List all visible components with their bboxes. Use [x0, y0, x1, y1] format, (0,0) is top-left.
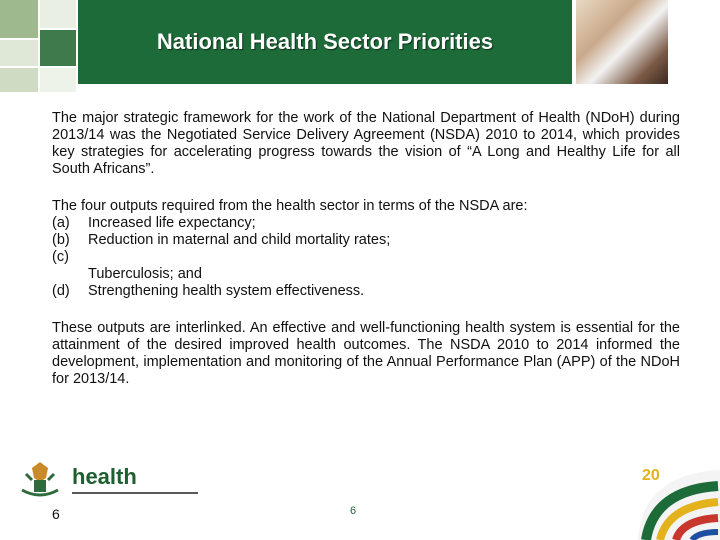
decorative-square — [40, 0, 76, 28]
list-item-text: Strengthening health system effectiveness. — [88, 283, 365, 299]
list-item-label: (d) — [52, 283, 70, 299]
decorative-square — [40, 30, 76, 66]
list-item-label: (a) — [52, 215, 70, 231]
list-item-label: (c) — [52, 249, 69, 265]
coat-of-arms-icon — [16, 460, 64, 498]
list-item-label: (b) — [52, 232, 70, 248]
list-item-text: Reduction in maternal and child mortality rates; — [88, 232, 391, 248]
decorative-square — [0, 68, 38, 92]
list-item — [52, 283, 680, 300]
slide-number: 6 — [350, 505, 357, 517]
list-item-text — [88, 249, 92, 266]
list-item-text: Increased life expectancy; — [88, 215, 256, 231]
department-logo — [8, 460, 198, 504]
slide-title: National Health Sector Priorities — [156, 29, 494, 54]
list-item-text: Tuberculosis; and — [88, 266, 202, 282]
slide-content — [52, 110, 680, 388]
title-bar — [78, 0, 572, 84]
list-item — [52, 266, 680, 283]
closing-paragraph: These outputs are interlinked. An effective and well-functioning health system is essential for the attainment of the desired improved health outcomes. The NSDA 2010 to 2014 informed the development, implementation and monitoring of the Annual Performance Plan (APP) of the NDoH for 2013/14. — [52, 320, 680, 387]
decorative-square — [0, 40, 38, 66]
decorative-square — [40, 68, 76, 92]
list-item — [52, 249, 680, 266]
header-photo-margin — [668, 0, 720, 84]
list-item — [52, 232, 680, 249]
list-item — [52, 215, 680, 232]
list-item-label — [52, 266, 88, 283]
logo-divider — [72, 492, 198, 494]
decorative-square — [0, 0, 38, 38]
header-photo — [576, 0, 668, 84]
intro-paragraph: The major strategic framework for the work of the National Department of Health (NDoH) during 2013/14 was the Negotiated Service Delivery Agreement (NSDA) 2010 to 2014, which provides key strategies for accelerating progress towards the vision of “A Long and Healthy Life for all South Africans”. — [52, 110, 680, 177]
page-number: 6 — [52, 506, 60, 522]
anniversary-number: 20 — [642, 467, 660, 484]
outputs-intro: The four outputs required from the health sector in terms of the NSDA are: — [52, 198, 528, 214]
logo-text: health — [72, 464, 137, 489]
anniversary-logo-icon — [632, 456, 720, 540]
